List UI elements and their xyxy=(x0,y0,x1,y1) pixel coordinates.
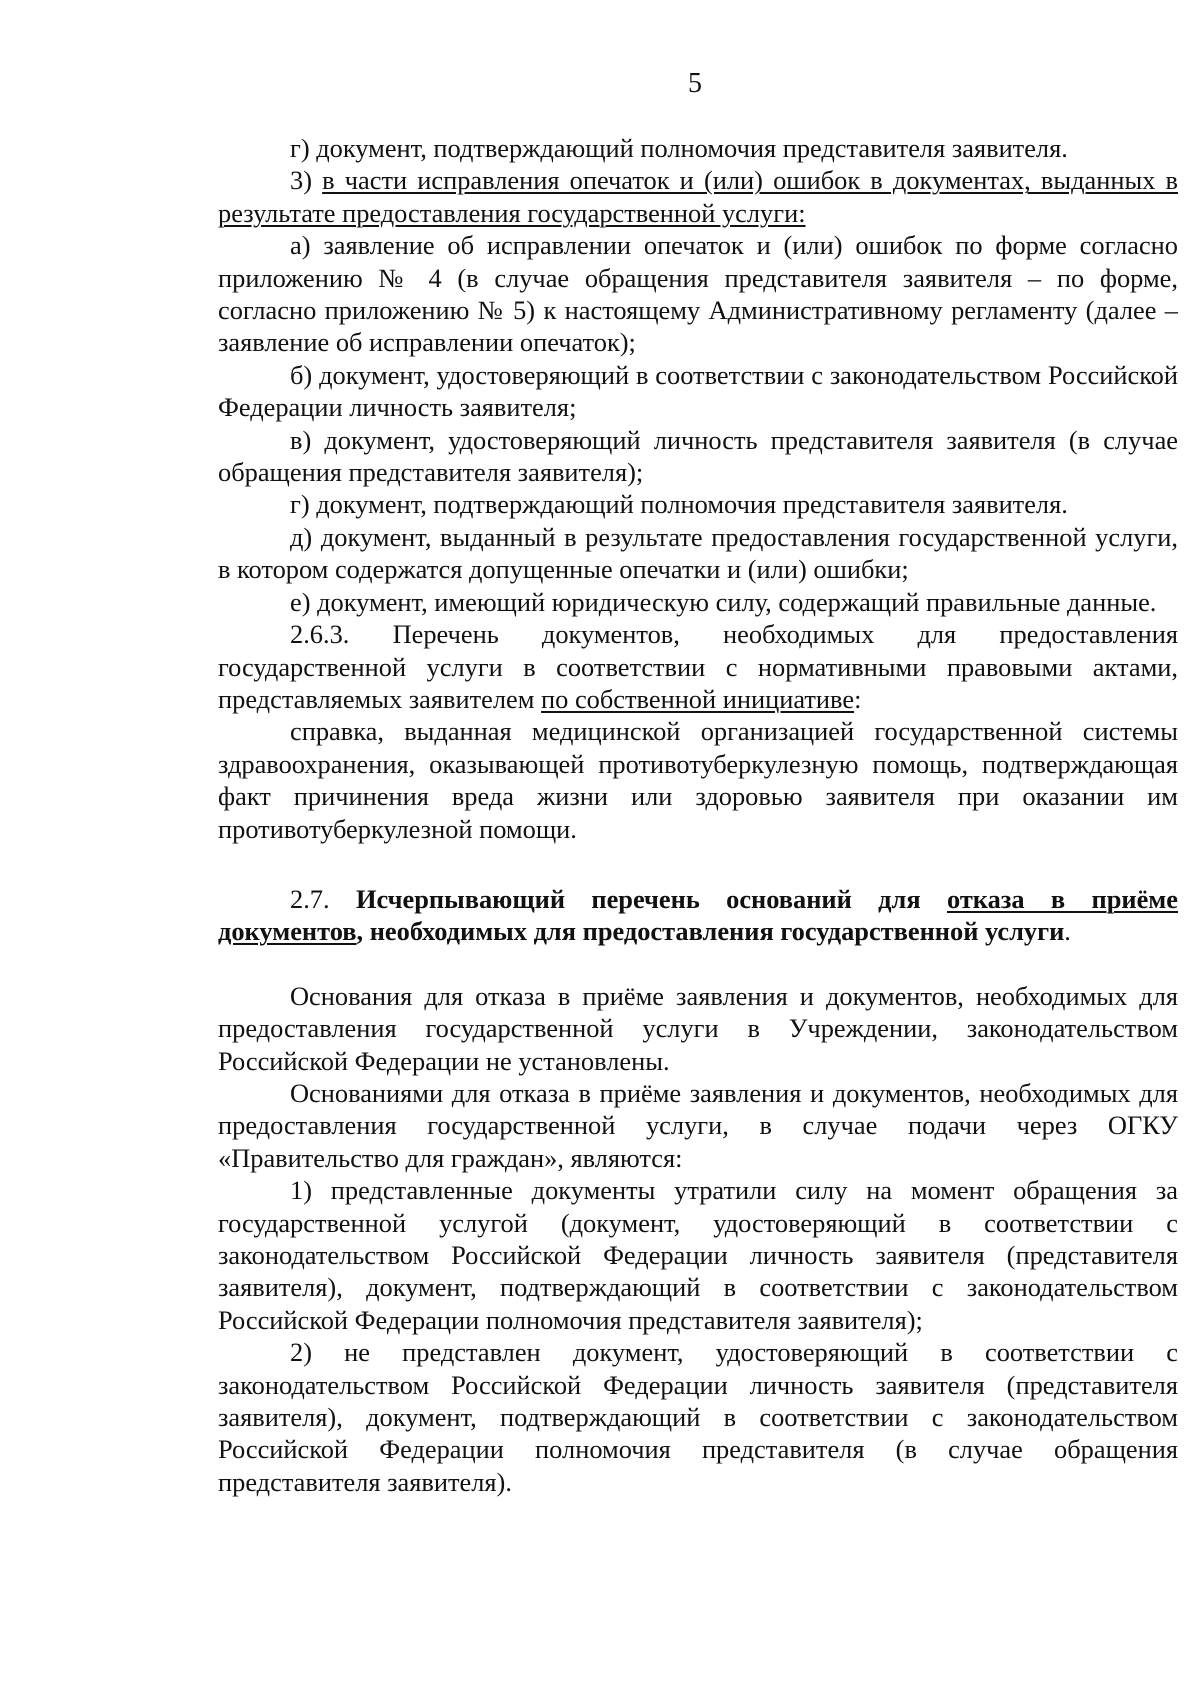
section-2-7-heading-bold-end: , необходимых для предоставления государственной услуги xyxy=(356,916,1065,947)
item-3-underlined-text: в части исправления опечаток и (или) ошибок в документах, выданных в результате предоставления государственной услуги: xyxy=(218,165,1178,228)
section-2-7-heading-bold-start: Исчерпывающий перечень оснований для xyxy=(355,883,947,914)
paragraph-grounds-item-2: 2) не представлен документ, удостоверяющий в соответствии с законодательством Российской Федерации личность заявителя (представителя заявителя), документ, подтверждающий в соответствии с законодательством Российской Федерации полномочия представителя (в случае обращения представителя заявителя). xyxy=(218,1337,1178,1497)
paragraph-2-6-3-underlined: по собственной инициативе xyxy=(541,683,855,714)
paragraph-2-6-3 xyxy=(218,618,1178,715)
paragraph-a-application: а) заявление об исправлении опечаток и (или) ошибок по форме согласно приложению № 4 (в случае обращения представителя заявителя – по форме, согласно приложению № 5) к настоящему Административному регламенту (далее – заявление об исправлении опечаток); xyxy=(218,230,1178,358)
item-3-prefix: 3) xyxy=(290,165,323,196)
paragraph-medical-certificate: справка, выданная медицинской организацией государственной системы здравоохранения, оказывающей противотуберкулезную помощь, подтверждающая факт причинения вреда жизни или здоровью заявителя при оказании им противотуберкулезной помощи. xyxy=(218,716,1178,844)
page-number: 5 xyxy=(688,68,702,99)
paragraph-no-grounds: Основания для отказа в приёме заявления и документов, необходимых для предоставления государственной услуги в Учреждении, законодательством Российской Федерации не установлены. xyxy=(218,980,1178,1076)
paragraph-grounds-item-1: 1) представленные документы утратили силу на момент обращения за государственной услугой (документ, удостоверяющий в соответствии с законодательством Российской Федерации личность заявителя (представителя заявителя), документ, подтверждающий в соответствии с законодательством Российской Федерации полномочия представителя заявителя); xyxy=(218,1175,1178,1335)
paragraph-g-representative-authority: г) документ, подтверждающий полномочия представителя заявителя. xyxy=(290,489,1068,520)
paragraph-grounds-through-ogku: Основаниями для отказа в приёме заявления и документов, необходимых для предоставления государственной услуги, в случае подачи через ОГКУ «Правительство для граждан», являются: xyxy=(218,1077,1178,1173)
paragraph-v-representative-identity: в) документ, удостоверяющий личность представителя заявителя (в случае обращения представителя заявителя); xyxy=(218,424,1178,488)
paragraph-e-correct-data: е) документ, имеющий юридическую силу, содержащий правильные данные. xyxy=(290,586,1157,617)
section-2-7-heading-period: . xyxy=(1064,916,1071,947)
paragraph-item-3 xyxy=(218,164,1178,229)
paragraph-2-6-3-after: : xyxy=(854,683,862,714)
paragraph-2-6-3-before: 2.6.3. Перечень документов, необходимых для предоставления государственной услуги в соответствии с нормативными правовыми актами, представляемых заявителем xyxy=(218,619,1178,714)
section-2-7-heading xyxy=(218,883,1178,948)
paragraph-b-identity: б) документ, удостоверяющий в соответствии с законодательством Российской Федерации личность заявителя; xyxy=(218,359,1178,423)
section-2-7-heading-underlined: отказа в приёме документов xyxy=(218,883,1179,947)
section-gap xyxy=(218,845,1178,883)
paragraph-g-authority: г) документ, подтверждающий полномочия представителя заявителя. xyxy=(290,133,1068,163)
paragraph-d-issued-document: д) документ, выданный в результате предоставления государственной услуги, в котором содержатся допущенные опечатки и (или) ошибки; xyxy=(218,521,1178,585)
section-2-7-number: 2.7. xyxy=(290,883,356,914)
document-body xyxy=(218,132,1178,1498)
heading-gap xyxy=(218,948,1178,980)
